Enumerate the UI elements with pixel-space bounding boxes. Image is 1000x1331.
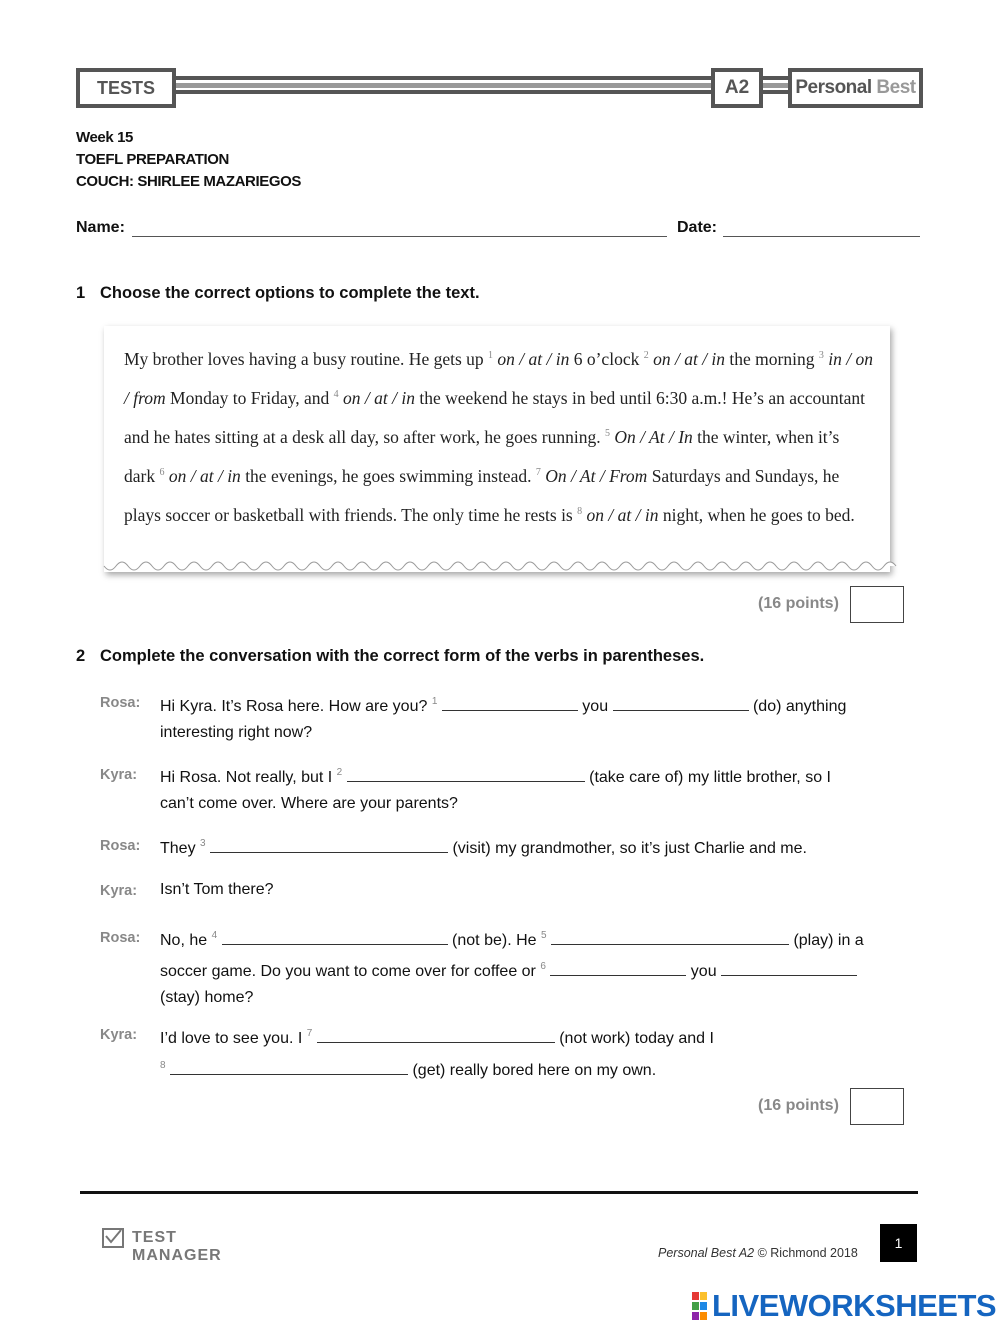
- blank-2[interactable]: [347, 767, 585, 782]
- speaker-kyra: Kyra:: [100, 883, 138, 899]
- dialogue-line-1: Hi Kyra. It’s Rosa here. How are you? $^1$ you (do) anything interesting right now?: [160, 696, 847, 741]
- choice-5[interactable]: On / At / In: [614, 427, 693, 447]
- liveworksheets-icon: [692, 1292, 708, 1320]
- level-label: A2: [724, 77, 750, 98]
- test-manager-logo: [102, 1228, 262, 1264]
- q1-points: (16 points): [758, 595, 839, 612]
- choice-1[interactable]: on / at / in: [497, 349, 570, 369]
- speaker-rosa: Rosa:: [100, 838, 141, 854]
- q2-heading: [76, 647, 704, 666]
- copyright-rest: © Richmond 2018: [754, 1246, 858, 1260]
- choice-6[interactable]: on / at / in: [168, 466, 241, 486]
- dialogue-line-2: Hi Rosa. Not really, but I $^2$ (take care of) my little brother, so I can’t come over. Where are your parents?: [160, 767, 831, 812]
- q1-score-box[interactable]: [850, 586, 904, 623]
- dialogue-line-5: No, he $^4$ (not be). He $^5$ (play) in a soccer game. Do you want to come over for coffee or $^6$ you (stay) home?: [160, 930, 864, 1006]
- name-field[interactable]: [132, 236, 667, 237]
- tests-badge: [76, 68, 176, 108]
- q2-points: (16 points): [758, 1097, 839, 1114]
- copyright-title: Personal Best A2: [658, 1246, 755, 1260]
- brand-personal: Personal: [795, 77, 872, 98]
- blank-6a[interactable]: [550, 961, 686, 976]
- choice-2[interactable]: on / at / in: [653, 349, 726, 369]
- speaker-kyra: Kyra:: [100, 1027, 138, 1043]
- name-label: Name:: [76, 219, 125, 236]
- copyright: [658, 1246, 858, 1260]
- choice-3[interactable]: in / on / from: [124, 349, 873, 408]
- blank-4[interactable]: [222, 930, 448, 945]
- q2-number: 2: [76, 647, 86, 665]
- q2-score-box[interactable]: [850, 1088, 904, 1125]
- date-field[interactable]: [723, 236, 920, 237]
- dialogue-line-6: I’d love to see you. I $^7$ (not work) today and I $^8$ (get) really bored here on my own.: [160, 1028, 714, 1079]
- blank-1a[interactable]: [442, 696, 578, 711]
- dialogue-line-4: Isn’t Tom there?: [160, 881, 274, 898]
- blank-7[interactable]: [317, 1028, 555, 1043]
- q2-instruction: Complete the conversation with the correct form of the verbs in parentheses.: [100, 647, 705, 665]
- q1-text-box: [104, 326, 890, 572]
- test-manager-label: TEST MANAGER: [132, 1229, 222, 1264]
- level-badge: [711, 68, 763, 108]
- blank-5[interactable]: [551, 930, 789, 945]
- q1-heading: [76, 284, 480, 303]
- page-number-label: 1: [894, 1235, 903, 1251]
- brand-best: Best: [876, 77, 916, 98]
- dialogue-line-3: They $^3$ (visit) my grandmother, so it’s just Charlie and me.: [160, 838, 807, 857]
- course-label: TOEFL PREPARATION: [76, 151, 229, 168]
- blank-6b[interactable]: [721, 961, 857, 976]
- blank-1b[interactable]: [613, 696, 749, 711]
- blank-8[interactable]: [170, 1060, 408, 1075]
- test-manager-icon: [102, 1228, 126, 1248]
- speaker-kyra: Kyra:: [100, 767, 138, 783]
- meta-block: [76, 127, 301, 193]
- speaker-rosa: Rosa:: [100, 930, 141, 946]
- speaker-rosa: Rosa:: [100, 695, 141, 711]
- q1-number: 1: [76, 284, 86, 302]
- blank-3[interactable]: [210, 838, 448, 853]
- torn-edge: [104, 564, 890, 578]
- date-label: Date:: [677, 219, 718, 236]
- week-label: Week 15: [76, 129, 133, 146]
- choice-7[interactable]: On / At / From: [545, 466, 648, 486]
- footer-rule: [80, 1191, 918, 1194]
- q1-passage: My brother loves having a busy routine. He gets up $^1$ on / at / in 6 o’clock $^2$ on / at / in the morning $^3$ in / on / from Monday to Friday, and $^4$ on / at / in the weekend he stays in bed until 6:30 a.m.! He’s an accountant and he hates sitting at a desk all day, so after work, he goes running. $^5$ On / At / In the winter, when it’s dark $^6$ on / at / in the evenings, he goes swimming instead. $^7$ On / At / From Saturdays and Sundays, he plays soccer or basketball with friends. The only time he rests is $^8$ on / at / in night, when he goes to bed.: [124, 349, 873, 525]
- q1-instruction: Choose the correct options to complete the text.: [100, 284, 480, 302]
- tests-label: TESTS: [96, 77, 155, 98]
- page-number: [880, 1224, 917, 1262]
- liveworksheets-watermark: LIVEWORKSHEETS: [712, 1288, 997, 1323]
- brand-badge: [788, 68, 923, 108]
- coach-label: COUCH: SHIRLEE MAZARIEGOS: [76, 173, 302, 190]
- choice-8[interactable]: on / at / in: [586, 505, 659, 525]
- choice-4[interactable]: on / at / in: [343, 388, 415, 408]
